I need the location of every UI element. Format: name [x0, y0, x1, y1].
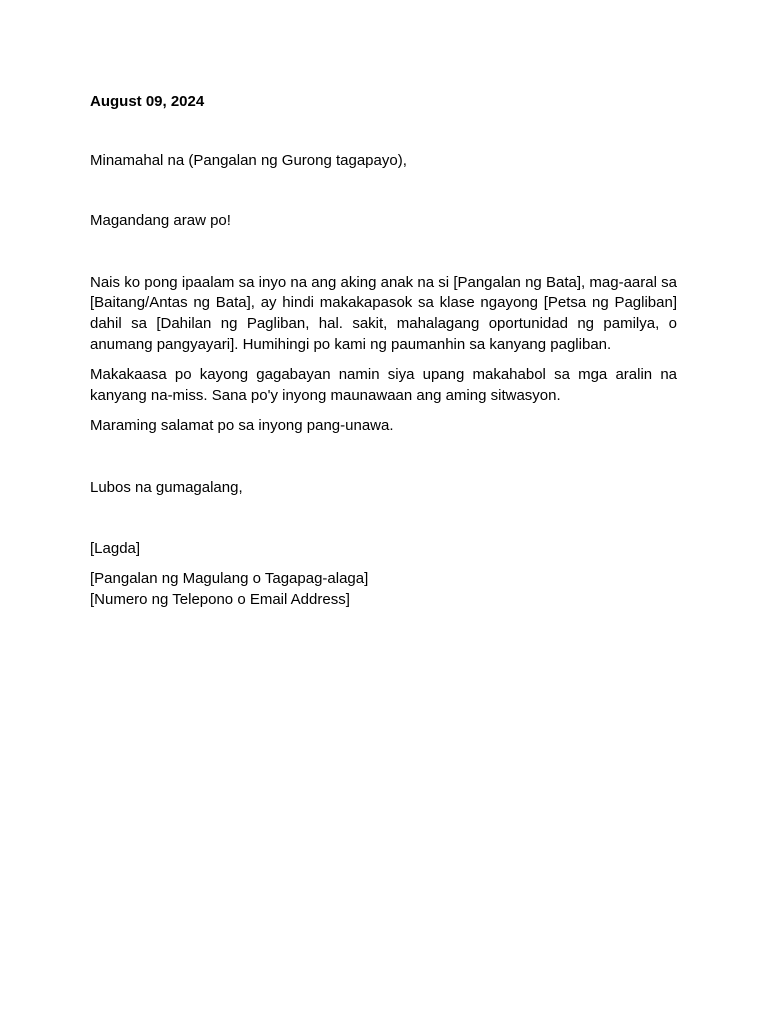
letter-greeting: Magandang araw po! [90, 212, 231, 230]
sender-contact: [Numero ng Telepono o Email Address] [90, 590, 350, 608]
letter-closing: Lubos na gumagalang, [90, 478, 243, 496]
sender-name: [Pangalan ng Magulang o Tagapag-alaga] [90, 570, 369, 588]
letter-date: August 09, 2024 [90, 93, 205, 110]
letter-salutation: Minamahal na (Pangalan ng Gurong tagapayo), [90, 151, 407, 169]
letter-signature: [Lagda] [90, 539, 141, 557]
letter-paragraph-1: Nais ko pong ipaalam sa inyo na ang aking anak na si [Pangalan ng Bata], mag-aaral sa [Baitang/Antas ng Bata], ay hindi makakapasok sa klase ngayong [Petsa ng Pagliban] dahil sa [Dahilan ng Pagliban, hal. sakit, mahalagang oportunidad ng pamilya, o anumang pangyayari]. Humihingi po kami ng paumanhin sa kanyang pagliban. [90, 273, 677, 353]
letter-paragraph-3: Maraming salamat po sa inyong pang-unawa. [90, 417, 394, 435]
letter-body [90, 92, 677, 610]
letter-paragraph-2: Makakaasa po kayong gagabayan namin siya upang makahabol sa mga aralin na kanyang na-miss. Sana po'y inyong maunawaan ang aming sitwasyon. [90, 366, 677, 404]
